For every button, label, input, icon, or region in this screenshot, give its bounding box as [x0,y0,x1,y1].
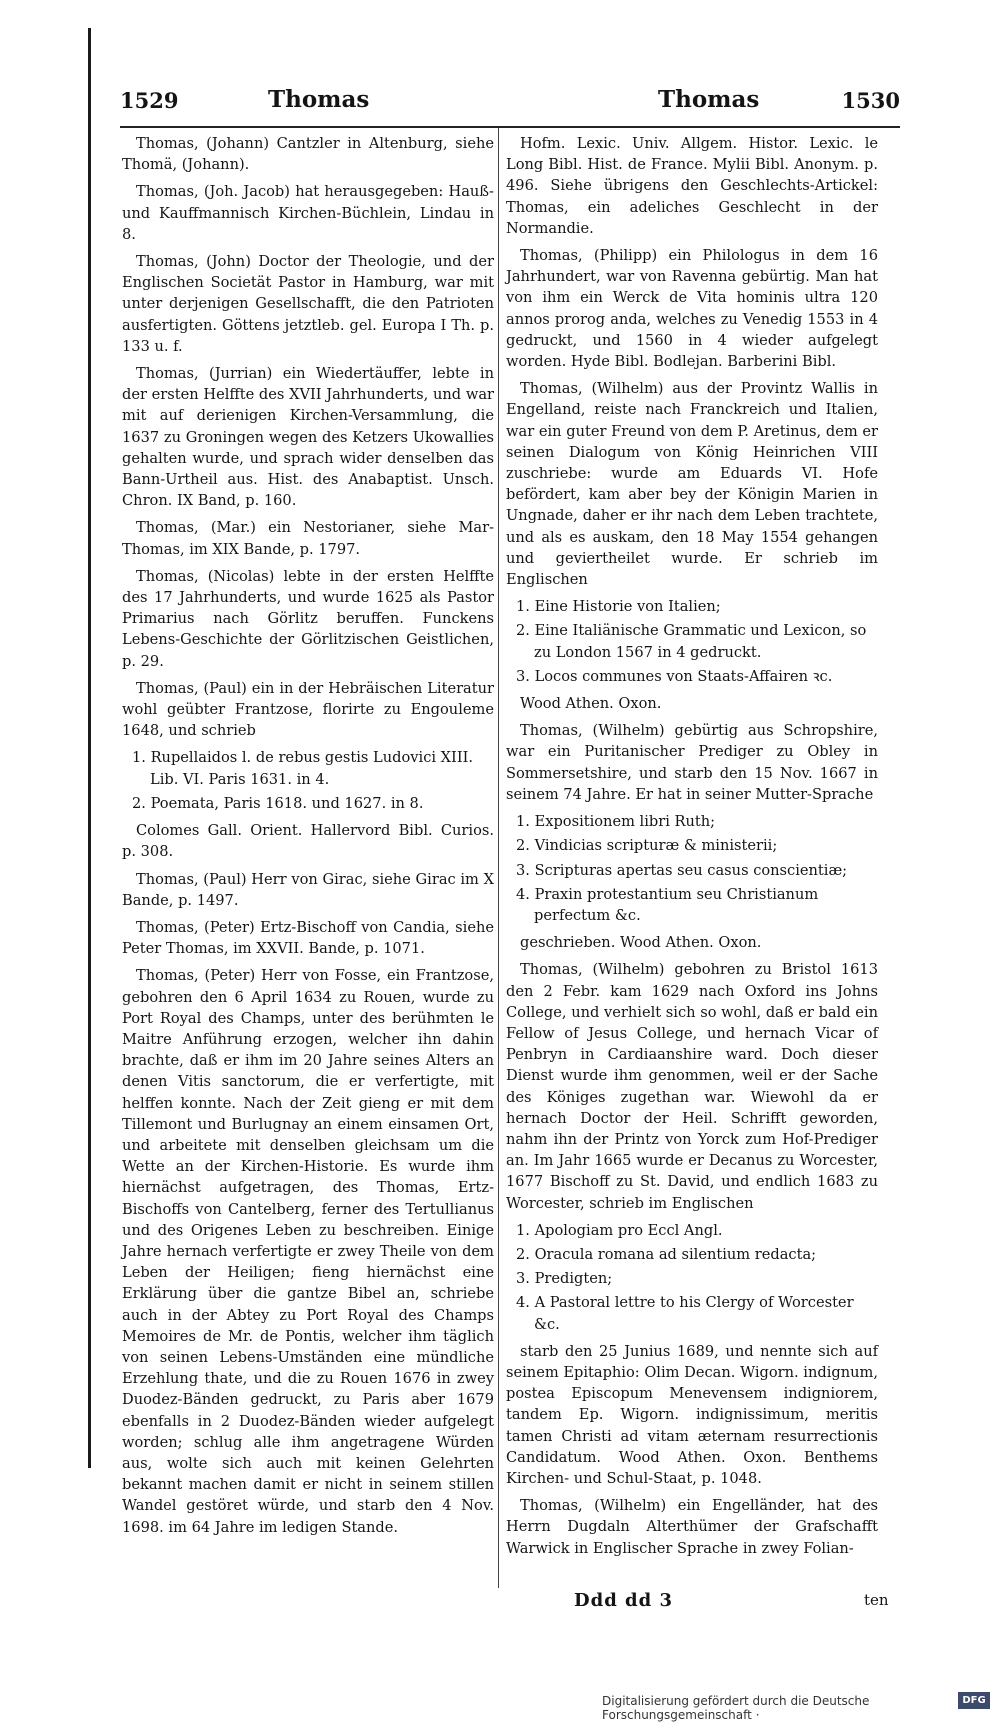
right-column [506,133,878,1565]
list-item: 1. Eine Historie von Italien; [516,598,721,616]
signature-mark: Ddd dd 3 [574,1590,674,1611]
entry-thomas-peter-fosse: Thomas, (Peter) Herr von Fosse, ein Frantzose, gebohren den 6 April 1634 zu Rouen, wurde zu Port Royal des Champs, unter des berühmten le Maitre Anführung erzogen, welcher ihn dahin brachte, daß er ihm im 20 Jahre seines Alters an denen Vitis sanctorum, die er verfertigte, mit helffen konnte. Nach der Zeit gieng er mit dem Tillemont und Burlugnay an einem einsamen Ort, und arbeitete mit denselben gleichsam um die Wette an der Kirchen-Historie. Es wurde ihm hiernächst aufgetragen, des Thomas, Ertz-Bischoffs von Cantelberg, ferner des Tertullianus und des Origenes Leben zu beschreiben. Einige Jahre hernach verfertigte er zwey Theile von dem Leben der Heiligen; fieng hiernächst eine Erklärung über die gantze Bibel an, schriebe auch in der Abtey zu Port Royal des Champs Memoires de Mr. de Pontis, welcher ihm täglich von seinen Lebens-Umständen eine mündliche Erzehlung thate, und die zu Rouen 1676 in zwey Duodez-Bänden gedruckt, zu Paris aber 1679 ebenfalls in 2 Duodez-Bänden wieder aufgelegt worden; schlug alle ihm angetragene Würden aus, wolte sich auch mit keinen Gelehrten bekannt machen damit er nicht in seinem stillen Wandel gestöret würde, und starb den 4 Nov. 1698. im 64 Jahre im ledigen Stande. [122,967,494,1536]
dfg-logo-icon: DFG [958,1692,990,1709]
reference-colomes: Colomes Gall. Orient. Hallervord Bibl. Curios. p. 308. [122,822,494,861]
left-column [122,133,494,1544]
reference-wood-2: geschrieben. Wood Athen. Oxon. [520,934,762,952]
list-item: 2. Eine Italiänische Grammatic und Lexicon, so zu London 1567 in 4 gedruckt. [516,622,867,661]
list-item: 1. Expositionem libri Ruth; [516,813,716,831]
column-divider [498,128,499,1588]
works-list-wilhelm-schropshire [506,811,878,926]
running-header [120,88,900,122]
list-item: 4. A Pastoral lettre to his Clergy of Worcester &c. [516,1294,854,1333]
works-list-wilhelm-wallis [506,596,878,687]
catchword: ten [864,1591,889,1609]
entry-thomas-paul-girac: Thomas, (Paul) Herr von Girac, siehe Girac im X Bande, p. 1497. [122,870,494,909]
entry-thomas-wilhelm-schropshire: Thomas, (Wilhelm) gebürtig aus Schropshire, war ein Puritanischer Prediger zu Obley in Sommersetshire, und starb den 15 Nov. 1667 in seinem 74 Jahre. Er hat in seiner Mutter-Sprache [506,722,878,803]
entry-thomas-wilhelm-bristol: Thomas, (Wilhelm) gebohren zu Bristol 1613 den 2 Febr. kam 1629 nach Oxford ins Johns College, und verhielt sich so wohl, daß er bald ein Fellow of Jesus College, und hernach Vicar of Penbryn in Cardiaanshire ward. Doch dieser Dienst wurde ihm genommen, weil er der Sache des Königes zugethan war. Wiewohl da er hernach Doctor der Heil. Schrifft geworden, nahm ihn der Printz von Yorck zum Hof-Prediger an. Im Jahr 1665 wurde er Decanus zu Worcester, 1677 Bischoff zu St. David, und endlich 1683 zu Worcester, schrieb im Englischen [506,961,878,1212]
entry-thomas-wilhelm-engellaender: Thomas, (Wilhelm) ein Engelländer, hat des Herrn Dugdaln Alterthümer der Grafschafft Warwick in Englischer Sprache in zwey Folian- [506,1497,878,1557]
entry-thomas-joh-jacob: Thomas, (Joh. Jacob) hat herausgegeben: Hauß-und Kauffmannisch Kirchen-Büchlein, Lindau in 8. [122,183,494,243]
entry-thomas-philipp: Thomas, (Philipp) ein Philologus in dem 16 Jahrhundert, war von Ravenna gebürtig. Man hat von ihm ein Werck de Vita hominis ultra 120 annos prorog anda, welches zu Venedig 1553 in 4 gedruckt, und 1560 in 4 wieder aufgelegt worden. Hyde Bibl. Bodlejan. Barberini Bibl. [506,247,878,371]
works-list-wilhelm-bristol [506,1220,878,1335]
page-number-left: 1529 [120,88,179,113]
digitization-credit: Digitalisierung gefördert durch die Deutsche Forschungsgemeinschaft · [602,1694,870,1722]
reference-hofmann: Hofm. Lexic. Univ. Allgem. Histor. Lexic. le Long Bibl. Hist. de France. Mylii Bibl. Anonym. p. 496. Siehe übrigens den Geschlechts-Artickel: Thomas, ein adeliches Geschlecht in der Normandie. [506,135,878,237]
list-item: 2. Poemata, Paris 1618. und 1627. in 8. [132,794,424,812]
running-title-right: Thomas [658,86,760,113]
list-item: 1. Apologiam pro Eccl Angl. [516,1221,723,1239]
entry-thomas-johann: Thomas, (Johann) Cantzler in Altenburg, siehe Thomä, (Johann). [122,135,494,174]
list-item: 3. Predigten; [516,1270,613,1288]
entry-thomas-nicolas: Thomas, (Nicolas) lebte in der ersten Helffte des 17 Jahrhunderts, und wurde 1625 als Pastor Primarius nach Görlitz beruffen. Funckens Lebens-Geschichte der Görlitzischen Geistlichen, p. 29. [122,567,494,670]
scan-binding-edge [88,28,91,1468]
entry-thomas-mar: Thomas, (Mar.) ein Nestorianer, siehe Mar-Thomas, im XIX Bande, p. 1797. [122,519,494,558]
list-item: 3. Locos communes von Staats-Affairen ꝛc. [516,667,833,685]
entry-thomas-paul: Thomas, (Paul) ein in der Hebräischen Literatur wohl geübter Frantzose, florirte zu Engouleme 1648, und schrieb [122,679,494,740]
running-title-left: Thomas [268,86,370,113]
list-item: 4. Praxin protestantium seu Christianum perfectum &c. [516,885,819,924]
page-number-right: 1530 [841,88,900,113]
list-item: 2. Vindicias scripturæ & ministerii; [516,837,778,855]
entry-thomas-john: Thomas, (John) Doctor der Theologie, und der Englischen Societät Pastor in Hamburg, war mit unter derjenigen Gesellschafft, die den Patrioten ausfertigten. Göttens jetztleb. gel. Europa I Th. p. 133 u. f. [122,253,494,355]
list-item: 2. Oracula romana ad silentium redacta; [516,1245,817,1263]
reference-wood: Wood Athen. Oxon. [520,695,662,713]
entry-thomas-peter-candia: Thomas, (Peter) Ertz-Bischoff von Candia, siehe Peter Thomas, im XXVII. Bande, p. 1071. [122,918,494,958]
header-rule [120,126,900,128]
works-list-paul [122,747,494,814]
list-item: 1. Rupellaidos l. de rebus gestis Ludovici XIII. Lib. VI. Paris 1631. in 4. [132,749,473,788]
entry-thomas-jurrian: Thomas, (Jurrian) ein Wiedertäuffer, lebte in der ersten Helffte des XVII Jahrhunderts, und war mit auf derienigen Kirchen-Versammlung, die 1637 zu Groningen wegen des Ketzers Ukowallies gehalten wurde, und sprach wider denselben das Bann-Urtheil aus. Hist. des Anabaptist. Unsch. Chron. IX Band, p. 160. [122,365,494,510]
list-item: 3. Scripturas apertas seu casus conscientiæ; [516,861,848,879]
entry-death-epitaph: starb den 25 Junius 1689, und nennte sich auf seinem Epitaphio: Olim Decan. Wigorn. indignum, postea Episcopum Menevensem indigniorem, tandem Ep. Wigorn. indignissimum, meritis tamen Christi ad vitam æternam resurrectionis Candidatum. Wood Athen. Oxon. Benthems Kirchen- und Schul-Staat, p. 1048. [506,1342,878,1487]
entry-thomas-wilhelm-wallis: Thomas, (Wilhelm) aus der Provintz Wallis in Engelland, reiste nach Franckreich und Italien, war ein guter Freund von dem P. Aretinus, dem er seinen Dialogum von König Heinrichen VIII zuschriebe: wurde am Eduards VI. Hofe befördert, kam aber bey der Königin Marien in Ungnade, daher er ihr nach dem Leben trachtete, und als es auskam, den 18 May 1554 gehangen und geviertheilet wurde. Er schrieb im Englischen [506,380,878,589]
